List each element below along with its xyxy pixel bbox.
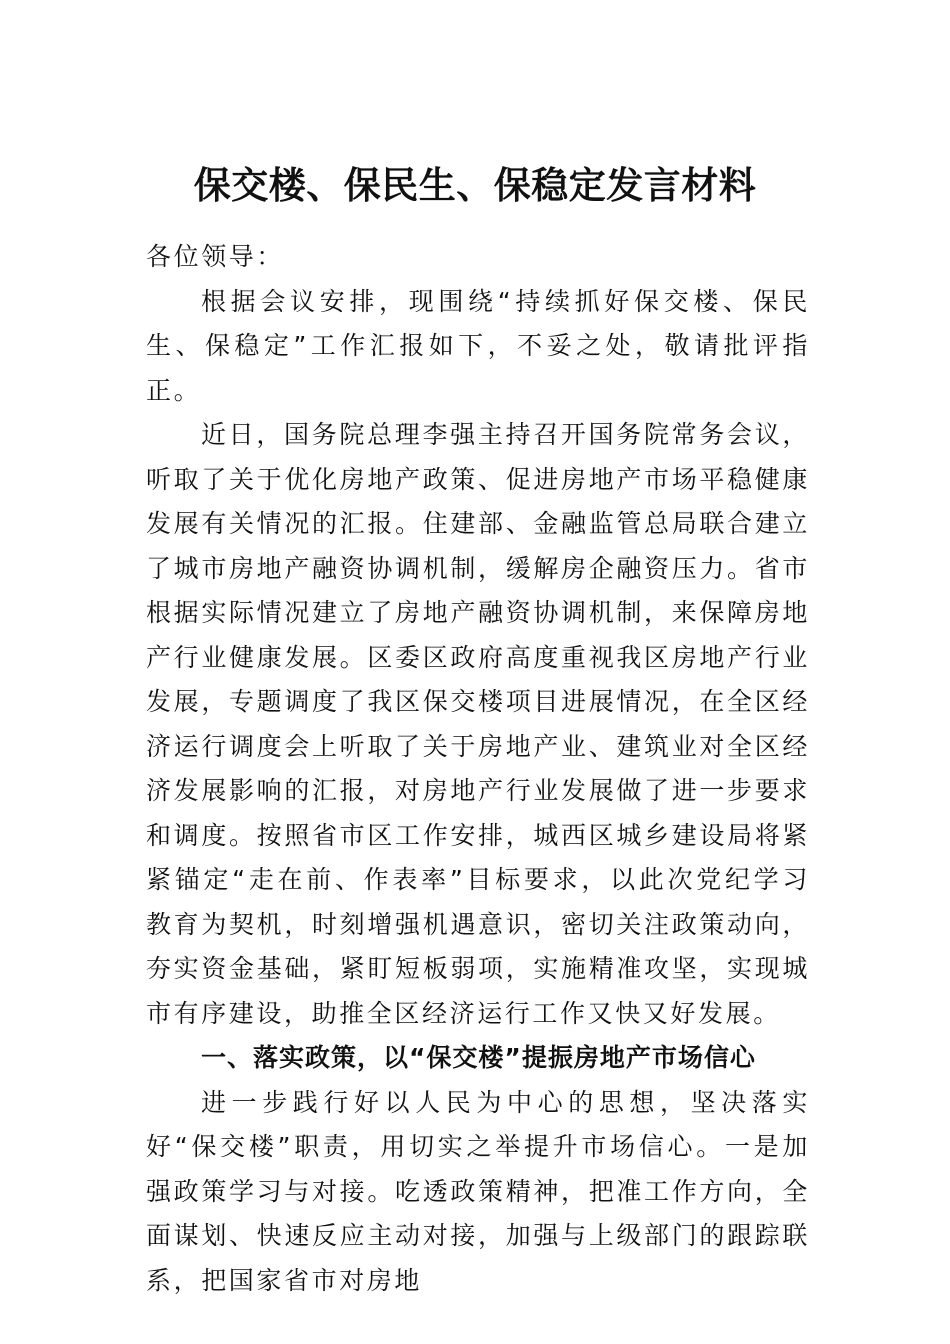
paragraph-background: 近日，国务院总理李强主持召开国务院常务会议，听取了关于优化房地产政策、促进房地产市场平稳健康发展有关情况的汇报。住建部、金融监管总局联合建立了城市房地产融资协调机制，缓解房企融资压力。省市根据实际情况建立了房地产融资协调机制，来保障房地产行业健康发展。区委区政府高度重视我区房地产行业发展，专题调度了我区保交楼项目进展情况，在全区经济运行调度会上听取了关于房地产业、建筑业对全区经济发展影响的汇报，对房地产行业发展做了进一步要求和调度。按照省市区工作安排，城西区城乡建设局将紧紧锚定“走在前、作表率”目标要求，以此次党纪学习教育为契机，时刻增强机遇意识，密切关注政策动向，夯实资金基础，紧盯短板弱项，实施精准攻坚，实现城市有序建设，助推全区经济运行工作又快又好发展。 bbox=[146, 420, 810, 1028]
paragraph-section-1: 进一步践行好以人民为中心的思想，坚决落实好“保交楼”职责，用切实之举提升市场信心。一是加强政策学习与对接。吃透政策精神，把准工作方向，全面谋划、快速反应主动对接，加强与上级部门的跟踪联系，把国家省市对房地 bbox=[146, 1087, 810, 1295]
paragraph-intro: 根据会议安排，现围绕“持续抓好保交楼、保民生、保稳定”工作汇报如下，不妥之处，敬请批评指正。 bbox=[146, 286, 810, 405]
document-title: 保交楼、保民生、保稳定发言材料 bbox=[193, 163, 757, 207]
document-body bbox=[146, 235, 810, 1303]
section-heading-1: 一、落实政策，以“保交楼”提振房地产市场信心 bbox=[201, 1043, 756, 1072]
salutation: 各位领导： bbox=[146, 242, 285, 271]
